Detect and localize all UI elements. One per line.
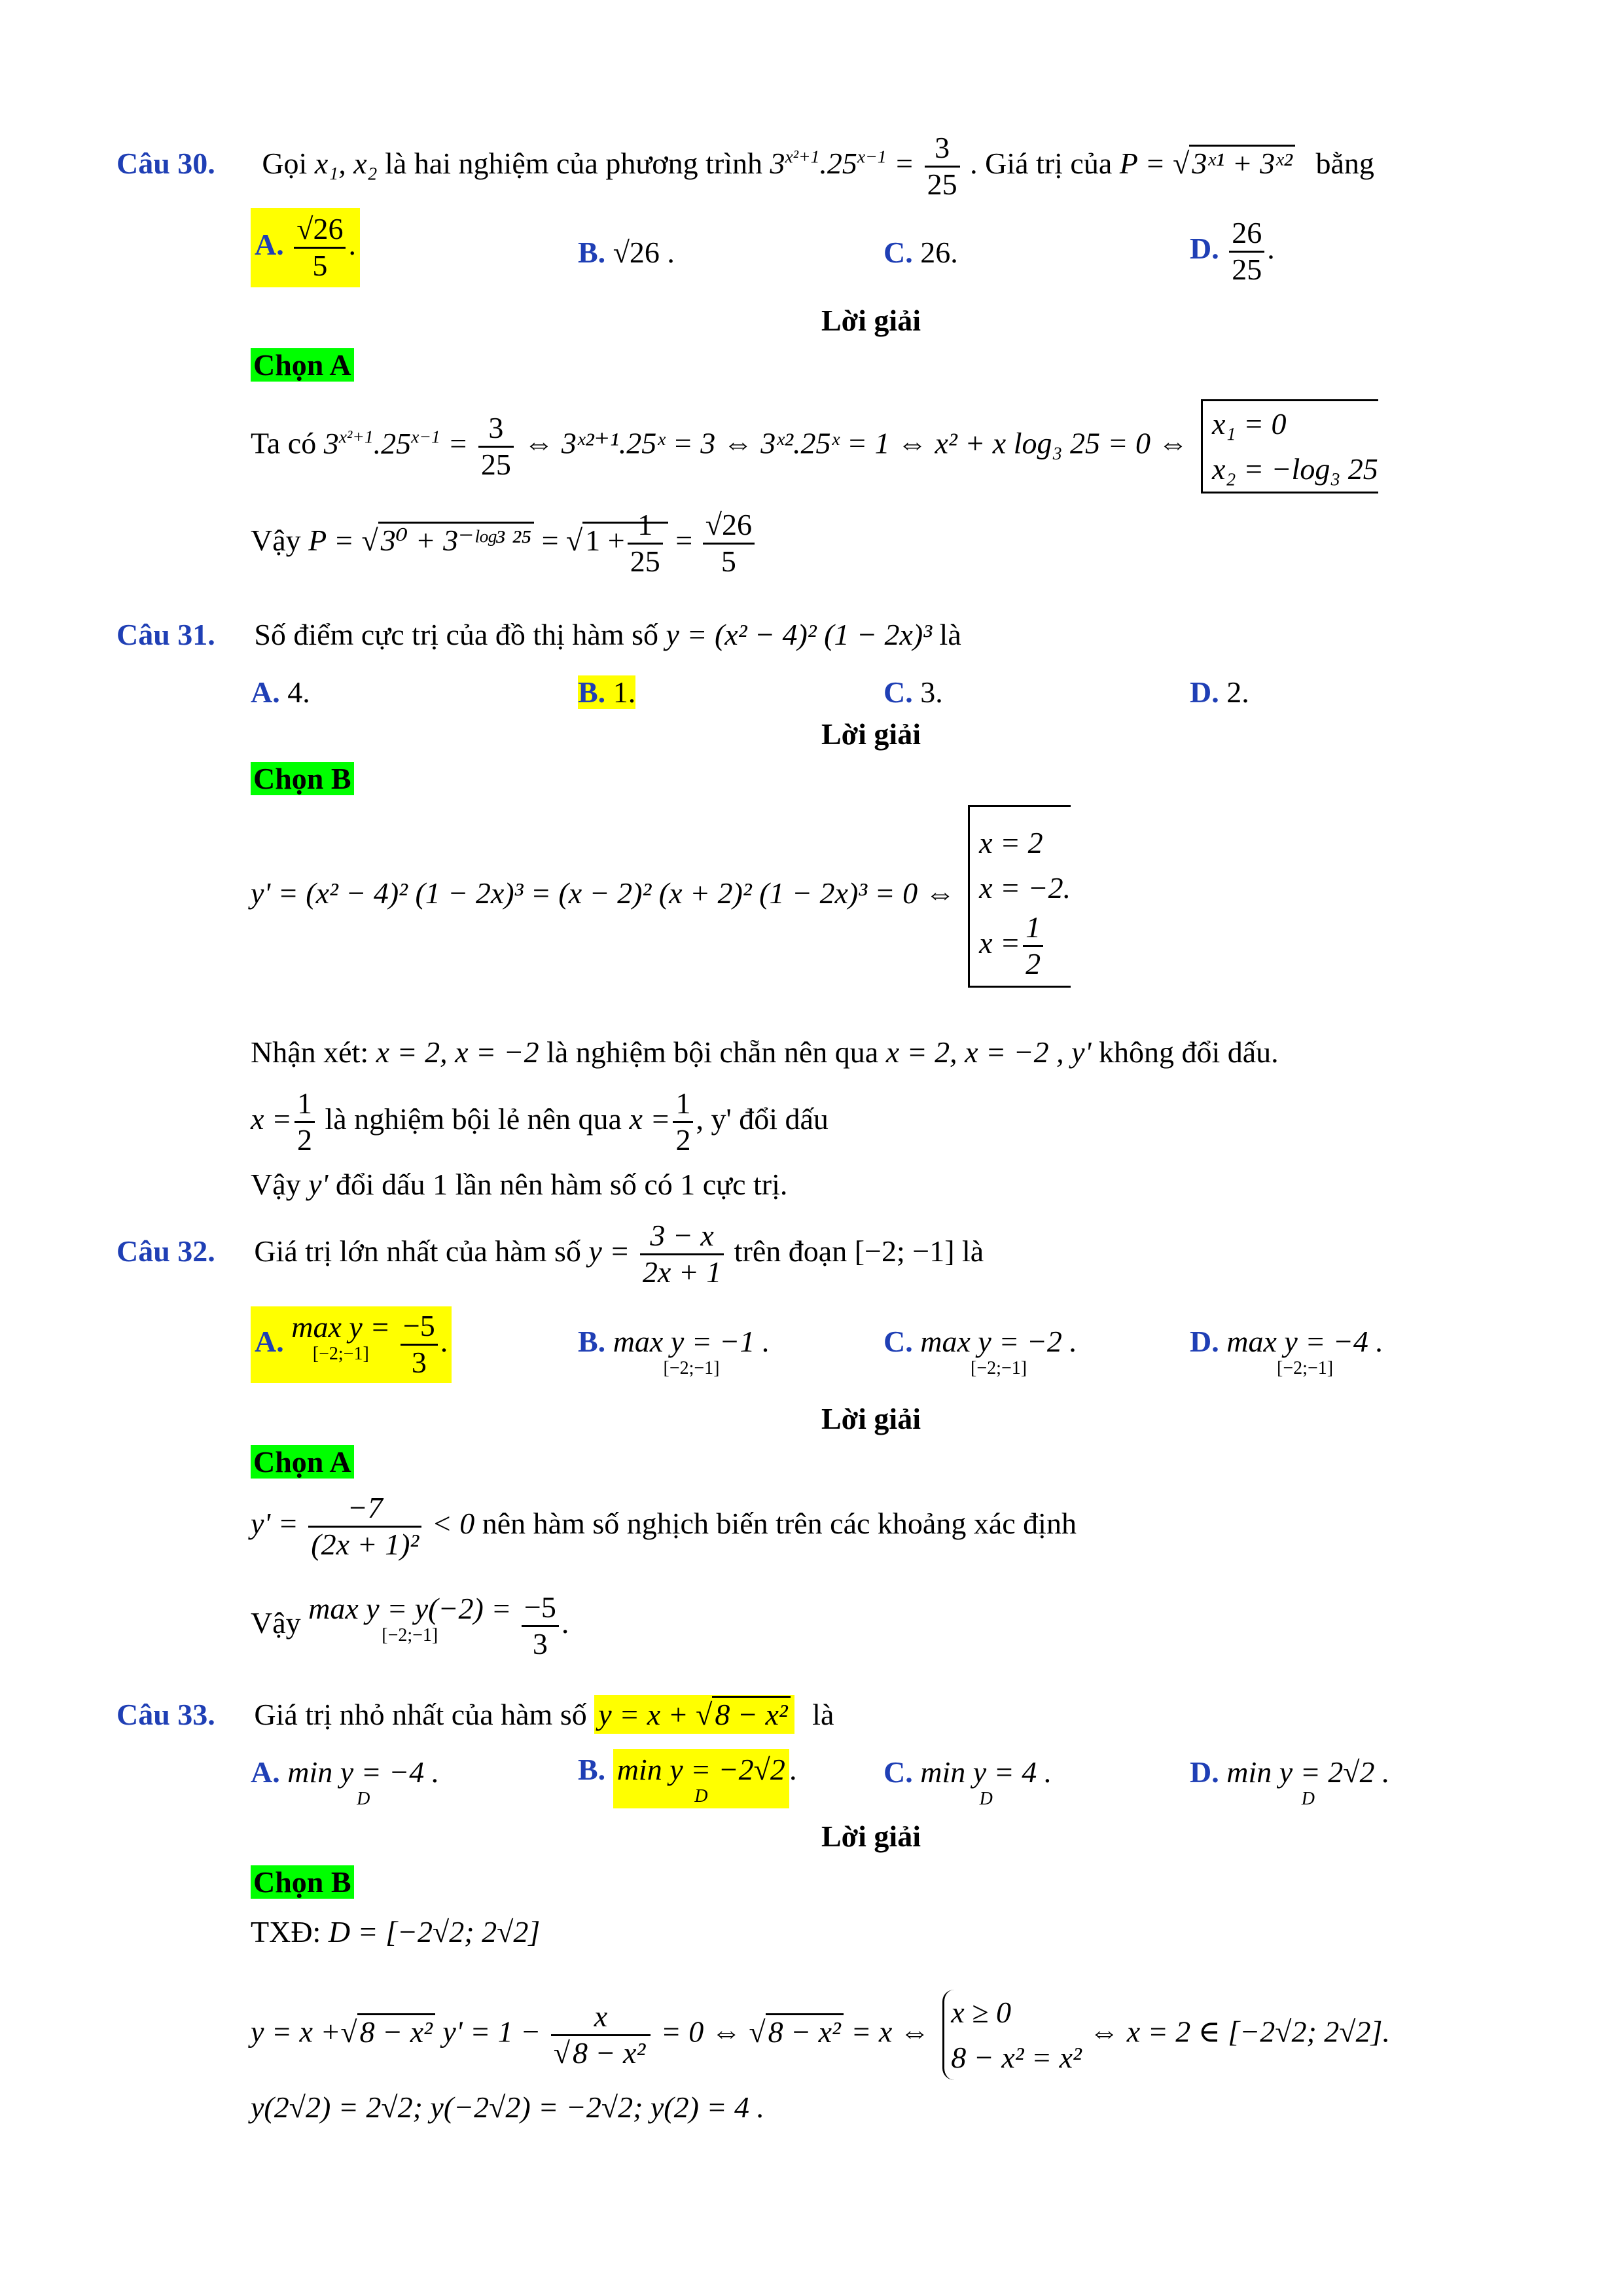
solution-heading: Lời giải: [821, 304, 921, 337]
solution-line-2: Vậy P = √3⁰ + 3⁻ˡᵒᵍ³ ²⁵ = √1 + $\frac{1}{25}$ = $\frac{√26}{5}$: [251, 508, 757, 579]
option-c: C. min y = 4 . D: [883, 1755, 1052, 1810]
question-30: [116, 131, 1374, 202]
math-P: P =: [1119, 146, 1166, 180]
option-c: C. max y = −2 . [−2;−1]: [883, 1325, 1077, 1379]
remark-2: x = $\frac{1}{2}$ là nghiệm bội lẻ nên qua x = $\frac{1}{2}$ , y' đổi dấu: [251, 1086, 829, 1157]
choice-badge: Chọn B: [251, 1864, 354, 1900]
option-a: A. min y = −4 . D: [251, 1755, 440, 1810]
question-text: bằng: [1315, 146, 1374, 180]
choice-badge: Chọn B: [251, 761, 354, 797]
question-text: . Giá trị của: [970, 146, 1113, 180]
option-a: A. 4.: [251, 675, 310, 709]
question-label: Câu 30.: [116, 146, 215, 180]
math-vars: x₁, x₂: [314, 146, 378, 180]
fraction: $\frac{3}{25}$: [925, 131, 960, 202]
question-text: Gọi: [262, 146, 308, 180]
question-32: Câu 32. Giá trị lớn nhất của hàm số y = $\frac{3 - x}{2x + 1}$ trên đoạn [−2; −1] là: [116, 1219, 984, 1289]
option-a: A. max y = [−2;−1] $\frac{-5}{3}$ .: [251, 1306, 452, 1383]
solution-derivative: y = x +√8 − x² y' = 1 − $\frac{x}{\text{√8 − x²}}$ = 0 ⇔ √8 − x² = x ⇔ x ≥ 0 8 − x² = x² ⇔ x = 2 ∈ [−2√2; 2√2].: [251, 1990, 1390, 2080]
solution-line-1: Ta có $3^{x^2+1}.25^{x-1}$ = $\frac{3}{25}$ ⇔ 3ˣ²⁺¹.25ˣ = 3 ⇔ 3ˣ².25ˣ = 1 ⇔ x² + x log₃ 25 = 0 ⇔ x₁ = 0 x₂ = −log₃ 25: [251, 399, 1378, 493]
solution-heading: Lời giải: [821, 1820, 921, 1853]
option-a: A. $\frac{√26}{5}$ .: [251, 208, 360, 287]
option-b: B. 1.: [578, 675, 636, 709]
conclusion: Vậy max y = y(−2) = [−2;−1] $\frac{-5}{3}$ .: [251, 1590, 569, 1660]
option-b: B. √26 .: [578, 236, 675, 269]
option-b: B. max y = −1 . [−2;−1]: [578, 1325, 770, 1379]
solution-heading: Lời giải: [821, 1402, 921, 1435]
choice-badge: Chọn A: [251, 347, 354, 383]
conclusion: Vậy y' đổi dấu 1 lần nên hàm số có 1 cực trị.: [251, 1168, 788, 1201]
question-text: là hai nghiệm của phương trình: [385, 146, 762, 180]
choice-badge: Chọn A: [251, 1444, 354, 1480]
solution-derivative: y' = (x² − 4)² (1 − 2x)³ = (x − 2)² (x + 2)² (1 − 2x)³ = 0 ⇔ x = 2 x = −2. x = $\frac{1}{2}$: [251, 805, 1071, 988]
solution-heading: Lời giải: [821, 717, 921, 751]
solution-derivative: y' = $\frac{-7}{\text{(2x + 1)²}}$ < 0 nên hàm số nghịch biến trên các khoảng xác định: [251, 1491, 1077, 1561]
option-d: D. min y = 2√2 . D: [1190, 1755, 1390, 1810]
option-c: C. 26.: [883, 236, 958, 269]
option-b: B. min y = −2√2 D .: [578, 1749, 796, 1808]
question-33: Câu 33. Giá trị nhỏ nhất của hàm số y = x + √8 − x² là: [116, 1696, 834, 1732]
sqrt-expr: √3ˣ¹ + 3ˣ²: [1173, 145, 1295, 181]
option-d: D. $\frac{26}{25}$ .: [1190, 216, 1275, 286]
domain-line: TXĐ: D = [−2√2; 2√2]: [251, 1915, 541, 1948]
remark-1: Nhận xét: x = 2, x = −2 là nghiệm bội chẵn nên qua x = 2, x = −2 , y' không đổi dấu.: [251, 1035, 1279, 1069]
question-31: Câu 31. Số điểm cực trị của đồ thị hàm số y = (x² − 4)² (1 − 2x)³ là: [116, 618, 961, 651]
values-line: y(2√2) = 2√2; y(−2√2) = −2√2; y(2) = 4 .: [251, 2090, 764, 2124]
equation: $3^{x^2+1}.25^{x-1}$ =: [770, 146, 915, 180]
option-d: D. 2.: [1190, 675, 1249, 709]
option-d: D. max y = −4 . [−2;−1]: [1190, 1325, 1383, 1379]
option-c: C. 3.: [883, 675, 943, 709]
